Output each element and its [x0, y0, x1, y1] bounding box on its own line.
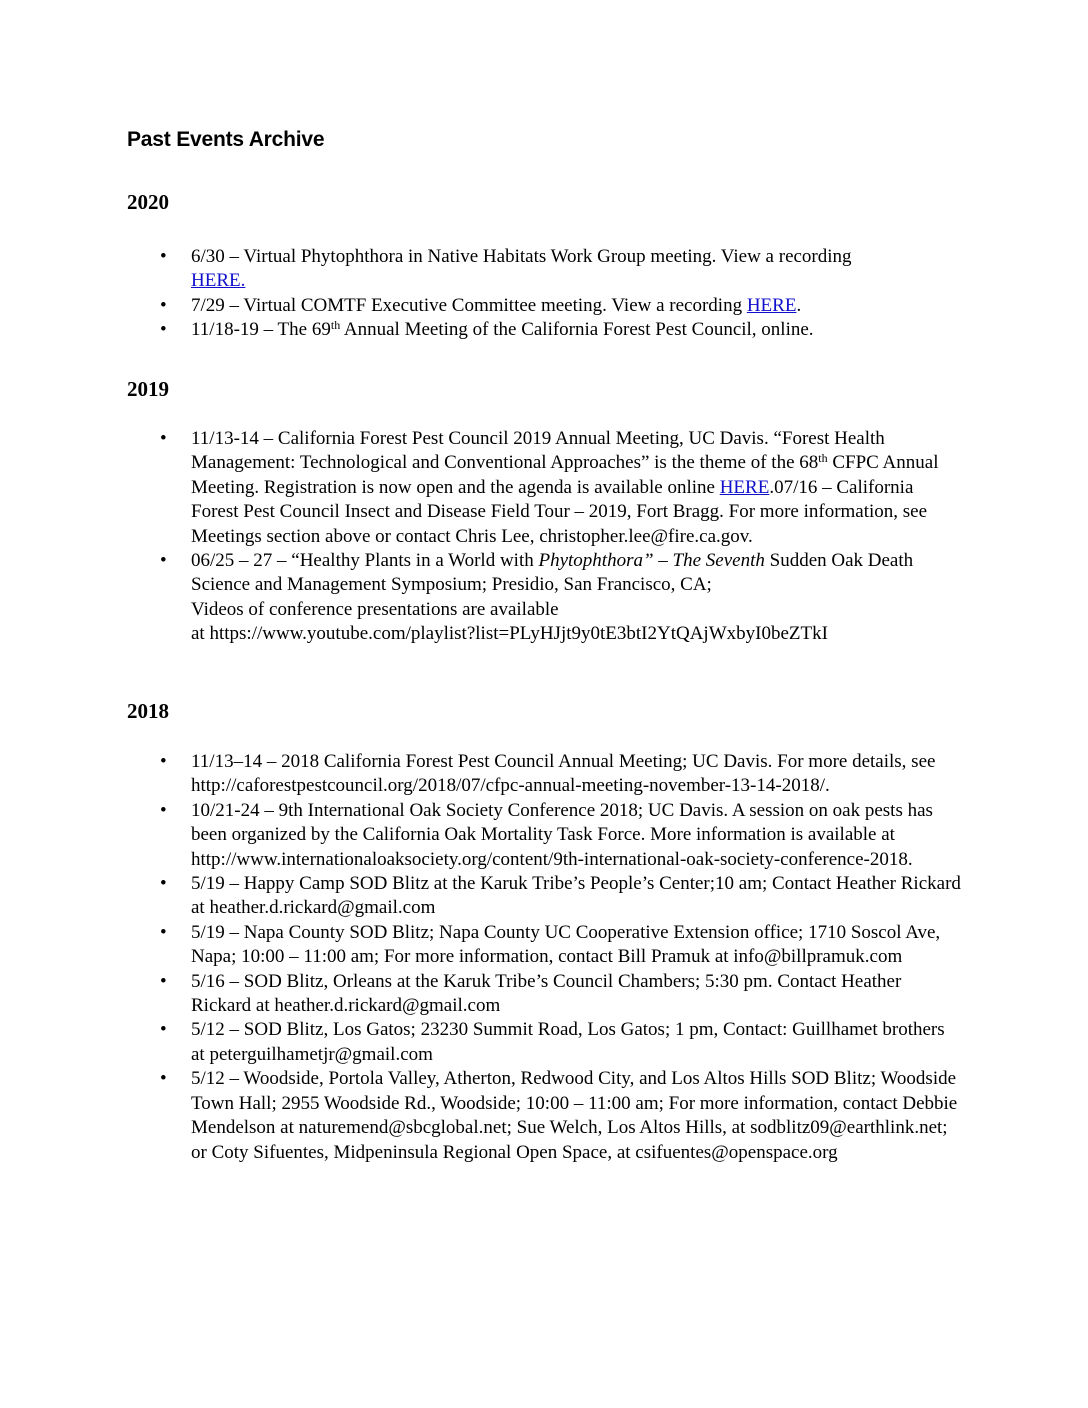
list-item: • 6/30 – Virtual Phytophthora in Native Habitats Work Group meeting. View a recording HERE.: [191, 245, 871, 294]
list-item: • 10/21-24 – 9th International Oak Society Conference 2018; UC Davis. A session on oak pests has been organized by the California Oak Mortality Task Force. More information is available at http://www.internationaloaksociety.org/content/9th-international-oak-society-conference-2018.: [191, 799, 961, 872]
year-heading-2020: 2020: [127, 190, 169, 214]
event-list-2019: [191, 427, 951, 647]
year-heading-2018: 2018: [127, 699, 169, 723]
list-item: • 5/19 – Happy Camp SOD Blitz at the Karuk Tribe’s People’s Center;10 am; Contact Heather Rickard at heather.d.rickard@gmail.com: [191, 872, 961, 921]
page-title: Past Events Archive: [127, 128, 325, 151]
list-item: • 5/12 – SOD Blitz, Los Gatos; 23230 Summit Road, Los Gatos; 1 pm, Contact: Guillhamet brothers at peterguilhametjr@gmail.com: [191, 1018, 961, 1067]
list-item: • 06/25 – 27 – “Healthy Plants in a World with Phytophthora” – The Seventh Sudden Oak Death Science and Management Symposium; Presidio, San Francisco, CA; Videos of conference presentations are available at https://www.youtube.com/playlist?list=PLyHJjt9y0tE3btI2YtQAjWxbyI0beZTkI: [191, 549, 951, 647]
list-item: • 5/12 – Woodside, Portola Valley, Atherton, Redwood City, and Los Altos Hills SOD Blitz; Woodside Town Hall; 2955 Woodside Rd., Woodside; 10:00 – 11:00 am; For more information, contact Debbie Mendelson at naturemend@sbcglobal.net; Sue Welch, Los Altos Hills, at sodblitz09@earthlink.net; or Coty Sifuentes, Midpeninsula Regional Open Space, at csifuentes@openspace.org: [191, 1067, 961, 1165]
agenda-link[interactable]: HERE: [719, 476, 770, 498]
event-list-2020: [191, 245, 971, 343]
list-item: • 11/13–14 – 2018 California Forest Pest Council Annual Meeting; UC Davis. For more details, see http://caforestpestcouncil.org/2018/07/cfpc-annual-meeting-november-13-14-2018/.: [191, 750, 961, 799]
list-item: • 5/16 – SOD Blitz, Orleans at the Karuk Tribe’s Council Chambers; 5:30 pm. Contact Heather Rickard at heather.d.rickard@gmail.com: [191, 970, 961, 1019]
recording-link[interactable]: HERE.: [191, 270, 246, 292]
list-item: • 11/13-14 – California Forest Pest Council 2019 Annual Meeting, UC Davis. “Forest Health Management: Technological and Conventional Approaches” is the theme of the 68th CFPC Annual Meeting. Registration is now open and the agenda is available online HERE.07/16 – California Forest Pest Council Insect and Disease Field Tour – 2019, Fort Bragg. For more information, see Meetings section above or contact Chris Lee, christopher.lee@fire.ca.gov.: [191, 427, 951, 549]
list-item: • 5/19 – Napa County SOD Blitz; Napa County UC Cooperative Extension office; 1710 Soscol Ave, Napa; 10:00 – 11:00 am; For more information, contact Bill Pramuk at info@billpramuk.com: [191, 921, 961, 970]
event-list-2018: [191, 750, 961, 1165]
list-item: • 11/18-19 – The 69th Annual Meeting of the California Forest Pest Council, online.: [191, 318, 971, 342]
year-heading-2019: 2019: [127, 377, 169, 401]
list-item: • 7/29 – Virtual COMTF Executive Committee meeting. View a recording HERE.: [191, 294, 971, 318]
recording-link[interactable]: HERE: [746, 294, 797, 316]
